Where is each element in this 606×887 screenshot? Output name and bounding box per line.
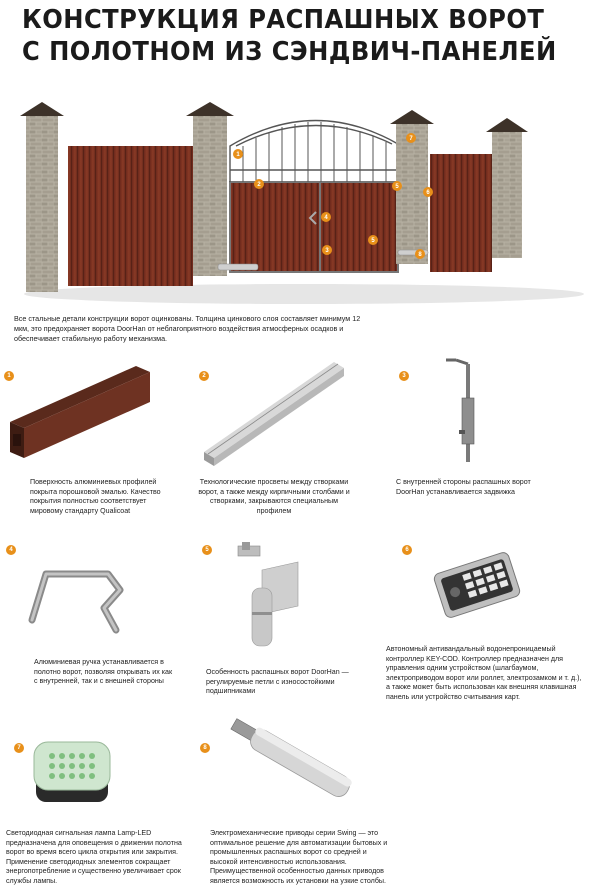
item-caption: Поверхность алюминиевых профилей покрыта порошковой эмалью. Качество покрытия полностью соответствует мировому стандарту Qualicoat (30, 478, 161, 515)
hero-marker: 7 (409, 136, 413, 142)
gate-leaf-right (320, 182, 398, 272)
item-badge: 2 (199, 371, 209, 381)
item-badge: 7 (14, 743, 24, 753)
signal-lamp-image (30, 736, 114, 808)
intro-text: Все стальные детали конструкции ворот оцинкованы. Толщина цинкового слоя составляет минимум 12 мкм, это предохраняет ворота DoorHan от неблагоприятного воздействия атмосферных осадков и обеспечивает стабильную работу механизма. (14, 314, 361, 343)
item-caption: Светодиодная сигнальная лампа Lamp-LED предназначена для оповещения о движении полотна ворот во время всего цикла открытия или закрытия. Применение светодиодных элементов сокращает энергопотребление и существенно увеличивает срок службы лампы. (6, 829, 182, 885)
item-caption: Особенность распашных ворот DoorHan — регулируемые петли с износостойкими подшипниками (206, 668, 349, 696)
hero-marker: 3 (325, 248, 329, 254)
item-badge: 3 (399, 371, 409, 381)
hero-marker: 4 (324, 215, 328, 221)
hero-marker: 8 (418, 252, 422, 258)
item-badge: 8 (200, 743, 210, 753)
item-caption: Алюминиевая ручка устанавливается в полотно ворот, позволяя открывать их как с внутренней, так и с внешней стороны (34, 658, 173, 686)
item-badge: 5 (202, 545, 212, 555)
keypad-image (432, 550, 522, 620)
item-caption: Электромеханические приводы серии Swing — это оптимальное решение для автоматизации бытовых и промышленных распашных ворот со средней и высокой интенсивностью использования. Преимущественной особенностью данных приводов является возможность их установки на узкие столбы. (210, 829, 388, 885)
hero-marker: 5 (395, 184, 399, 190)
latch-image (440, 358, 480, 468)
item-badge: 4 (6, 545, 16, 555)
page-title (22, 4, 557, 68)
item-caption: Автономный антивандальный водонепроницаемый контроллер KEY-COD. Контроллер предназначен для управления одним устройством (шлагбаумом, электроприводом ворот или роллет, электрозамком и т. д.), а также может быть использован как внешняя клавишная панель или устройство считывания карт. (386, 645, 582, 701)
hero-marker: 5 (371, 238, 375, 244)
gate-leaf-left (230, 182, 320, 272)
item-badge: 6 (402, 545, 412, 555)
swing-drive-image (218, 712, 358, 812)
title-line-1: КОНСТРУКЦИЯ РАСПАШНЫХ ВОРОТ (22, 5, 545, 35)
fence-right (430, 154, 492, 272)
item-caption: Технологические просветы между створками ворот, а также между кирпичными столбами и створками, закрываются специальным профилем (198, 478, 350, 515)
hero-marker: 1 (236, 152, 240, 158)
title-line-2: С ПОЛОТНОМ ИЗ СЭНДВИЧ-ПАНЕЛЕЙ (22, 37, 557, 67)
handle-image (24, 560, 134, 640)
item-caption: С внутренней стороны распашных ворот DoorHan устанавливается задвижка (396, 478, 531, 496)
fence-left (68, 146, 193, 286)
item-badge: 1 (4, 371, 14, 381)
hero-marker: 6 (426, 190, 430, 196)
seal-profile-image (198, 358, 348, 470)
gate-illustration (18, 86, 590, 308)
hero-marker: 2 (257, 182, 261, 188)
hinge-image (228, 540, 318, 652)
aluminium-profile-image (6, 362, 156, 462)
gate-grille (230, 120, 398, 182)
